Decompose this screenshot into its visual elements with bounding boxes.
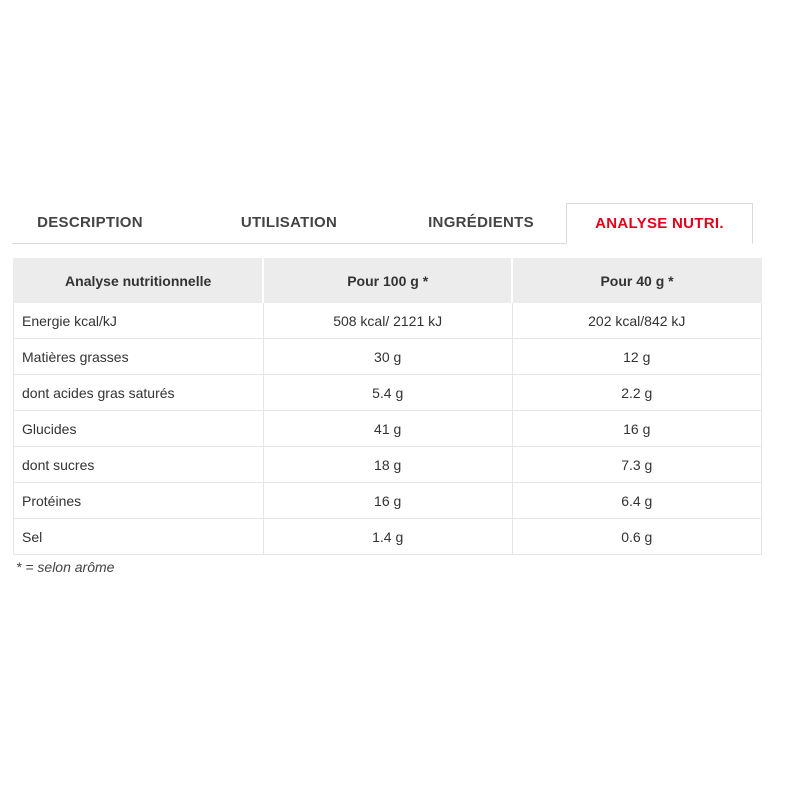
footnote: * = selon arôme bbox=[16, 559, 115, 575]
tab-utilisation[interactable]: UTILISATION bbox=[240, 214, 338, 231]
table-header-row bbox=[14, 259, 762, 303]
table-row bbox=[14, 519, 762, 555]
table-row bbox=[14, 339, 762, 375]
value-per-100g: 5.4 g bbox=[263, 375, 512, 411]
header-per-40g: Pour 40 g * bbox=[512, 259, 761, 303]
table-row bbox=[14, 483, 762, 519]
header-per-100g: Pour 100 g * bbox=[263, 259, 512, 303]
nutrition-table bbox=[13, 258, 762, 555]
table-row bbox=[14, 303, 762, 339]
value-per-100g: 18 g bbox=[263, 447, 512, 483]
row-label: dont sucres bbox=[14, 447, 264, 483]
value-per-40g: 12 g bbox=[512, 339, 761, 375]
product-tabs bbox=[12, 203, 753, 244]
table-row bbox=[14, 375, 762, 411]
row-label: Glucides bbox=[14, 411, 264, 447]
value-per-100g: 508 kcal/ 2121 kJ bbox=[263, 303, 512, 339]
value-per-100g: 16 g bbox=[263, 483, 512, 519]
header-analyse: Analyse nutritionnelle bbox=[14, 259, 264, 303]
value-per-100g: 41 g bbox=[263, 411, 512, 447]
row-label: dont acides gras saturés bbox=[14, 375, 264, 411]
value-per-40g: 16 g bbox=[512, 411, 761, 447]
row-label: Protéines bbox=[14, 483, 264, 519]
row-label: Sel bbox=[14, 519, 264, 555]
tab-analyse-nutri[interactable]: ANALYSE NUTRI. bbox=[566, 203, 753, 244]
value-per-100g: 30 g bbox=[263, 339, 512, 375]
row-label: Matières grasses bbox=[14, 339, 264, 375]
table-row bbox=[14, 447, 762, 483]
tab-ingredients[interactable]: INGRÉDIENTS bbox=[428, 214, 534, 231]
value-per-40g: 7.3 g bbox=[512, 447, 761, 483]
value-per-100g: 1.4 g bbox=[263, 519, 512, 555]
value-per-40g: 2.2 g bbox=[512, 375, 761, 411]
value-per-40g: 202 kcal/842 kJ bbox=[512, 303, 761, 339]
table-row bbox=[14, 411, 762, 447]
value-per-40g: 6.4 g bbox=[512, 483, 761, 519]
row-label: Energie kcal/kJ bbox=[14, 303, 264, 339]
value-per-40g: 0.6 g bbox=[512, 519, 761, 555]
tab-description[interactable]: DESCRIPTION bbox=[37, 214, 143, 231]
